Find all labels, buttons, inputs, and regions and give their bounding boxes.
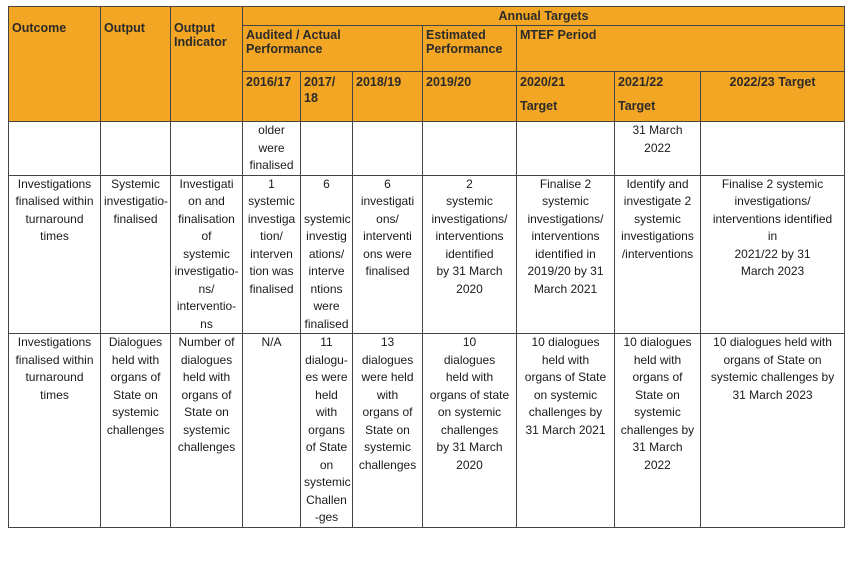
cell-indicator: Number of dialogues held with organs of State on systemic challenges	[171, 334, 243, 528]
cell-output: Dialogues held with organs of State on systemic challenges	[101, 334, 171, 528]
cell-output	[101, 122, 171, 176]
header-year-2021-label: 2021/22	[618, 75, 664, 89]
header-year-2021	[615, 72, 701, 122]
header-year-2018: 2018/19	[353, 72, 423, 122]
header-annual-targets: Annual Targets	[243, 7, 845, 26]
cell-outcome	[9, 122, 101, 176]
cell-2022: Finalise 2 systemic investigations/ interventions identified in 2021/22 by 31 March 2023	[701, 175, 845, 334]
cell-2021: 10 dialogues held with organs of State on systemic challenges by 31 March 2022	[615, 334, 701, 528]
cell-2016: older were finalised	[243, 122, 301, 176]
header-output-indicator: Output Indicator	[171, 7, 243, 122]
cell-2017: 11 dialogu- es were held with organs of State on systemic Challen -ges	[301, 334, 353, 528]
header-mtef: MTEF Period	[517, 26, 845, 72]
cell-2019	[423, 122, 517, 176]
cell-2021: 31 March 2022	[615, 122, 701, 176]
header-year-2016: 2016/17	[243, 72, 301, 122]
cell-2020: 10 dialogues held with organs of State on systemic challenges by 31 March 2021	[517, 334, 615, 528]
header-audited: Audited / Actual Performance	[243, 26, 423, 72]
cell-2022: 10 dialogues held with organs of State on systemic challenges by 31 March 2023	[701, 334, 845, 528]
cell-2019: 2 systemic investigations/ interventions identified by 31 March 2020	[423, 175, 517, 334]
cell-2020	[517, 122, 615, 176]
table-row	[9, 122, 845, 176]
header-year-2019: 2019/20	[423, 72, 517, 122]
cell-2018	[353, 122, 423, 176]
cell-2018: 13 dialogues were held with organs of State on systemic challenges	[353, 334, 423, 528]
table-row	[9, 334, 845, 528]
header-estimated: Estimated Performance	[423, 26, 517, 72]
cell-2016: N/A	[243, 334, 301, 528]
cell-outcome: Investigations finalised within turnaround times	[9, 334, 101, 528]
cell-2021: Identify and investigate 2 systemic investigations /interventions	[615, 175, 701, 334]
header-year-2017: 2017/ 18	[301, 72, 353, 122]
header-year-2020-label: 2020/21	[520, 75, 566, 89]
header-year-2021-target: Target	[618, 99, 656, 113]
header-year-2022: 2022/23 Target	[701, 72, 845, 122]
cell-indicator: Investigati on and finalisation of systemic investigatio- ns/ interventio- ns	[171, 175, 243, 334]
cell-2018: 6 investigati ons/ interventi ons were finalised	[353, 175, 423, 334]
header-outcome: Outcome	[9, 7, 101, 122]
annual-targets-table	[8, 6, 845, 528]
table-row	[9, 175, 845, 334]
cell-2019: 10 dialogues held with organs of state on systemic challenges by 31 March 2020	[423, 334, 517, 528]
cell-2022	[701, 122, 845, 176]
cell-2016: 1 systemic investiga tion/ interven tion was finalised	[243, 175, 301, 334]
cell-2017: 6 systemic investig ations/ interve ntions were finalised	[301, 175, 353, 334]
cell-outcome: Investigations finalised within turnaround times	[9, 175, 101, 334]
cell-2020: Finalise 2 systemic investigations/ interventions identified in 2019/20 by 31 March 2021	[517, 175, 615, 334]
header-year-2020	[517, 72, 615, 122]
header-output: Output	[101, 7, 171, 122]
header-year-2020-target: Target	[520, 99, 558, 113]
cell-output: Systemic investigatio- finalised	[101, 175, 171, 334]
cell-indicator	[171, 122, 243, 176]
cell-2017	[301, 122, 353, 176]
